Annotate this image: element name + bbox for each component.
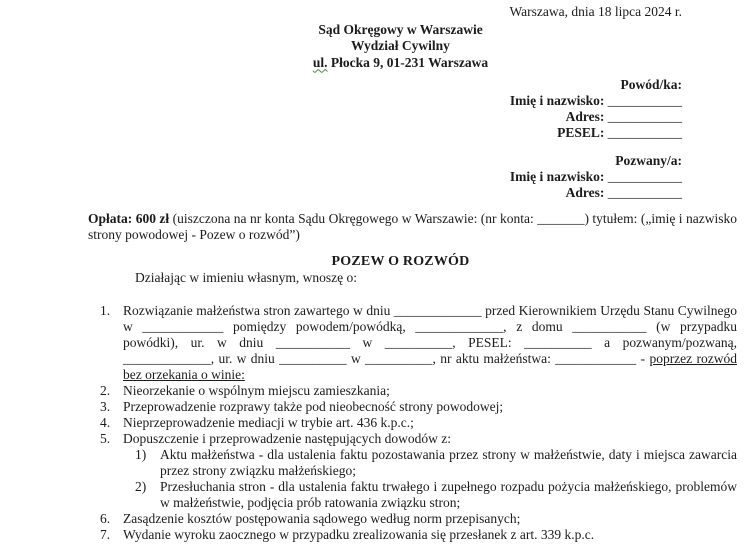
plaintiff-address-row bbox=[88, 109, 682, 125]
document-title: POZEW O ROZWÓD bbox=[331, 253, 470, 269]
plaintiff-name-label: Imię i nazwisko: bbox=[509, 93, 605, 109]
court-address-street-abbrev: ul. bbox=[312, 54, 328, 70]
plaintiff-address-label: Adres: bbox=[565, 109, 605, 125]
petition-item-3 bbox=[88, 399, 737, 415]
intro-line: Działając w imieniu własnym, wnoszę o: bbox=[135, 269, 357, 285]
defendant-address-row bbox=[88, 185, 682, 201]
petition-item-6 bbox=[88, 511, 737, 527]
fee-details: (uiszczona na nr konta Sądu Okręgowego w Warszawie: (nr konta: _______) tytułem: („imię i nazwisko strony powodowej - Pozew o rozwód”) bbox=[88, 211, 737, 243]
subitem-text: Przesłuchania stron - dla ustalenia faktu trwałego i zupełnego rozpadu pożycia małżeńskiego, problemów w małżeństwie, podjęcia prób ratowania związku stron; bbox=[160, 479, 737, 511]
plaintiff-pesel-blank[interactable]: ___________ bbox=[607, 125, 682, 141]
petitions-list bbox=[88, 303, 737, 543]
date-line: Warszawa, dnia 18 lipca 2024 r. bbox=[509, 4, 682, 19]
plaintiff-block bbox=[88, 77, 737, 142]
petition-5-subitem-1 bbox=[88, 447, 737, 479]
plaintiff-pesel-label: PESEL: bbox=[557, 125, 605, 141]
fee-paragraph bbox=[88, 211, 737, 243]
defendant-address-blank[interactable]: ___________ bbox=[607, 185, 682, 201]
petition-5-subitem-2 bbox=[88, 479, 737, 511]
petition-text: Zasądzenie kosztów postępowania sądowego według norm przepisanych; bbox=[123, 511, 521, 527]
defendant-name-row bbox=[88, 169, 682, 185]
court-name: Sąd Okręgowy w Warszawie bbox=[318, 22, 483, 38]
plaintiff-pesel-row bbox=[88, 125, 682, 141]
petition-item-4 bbox=[88, 415, 737, 431]
petition-number: 6. bbox=[100, 511, 111, 527]
plaintiff-role-label: Powód/ka: bbox=[620, 76, 682, 92]
petition-text bbox=[123, 303, 737, 383]
subitem-number: 1) bbox=[135, 447, 147, 463]
petition-text: Wydanie wyroku zaocznego w przypadku zrealizowania się przesłanek z art. 339 k.p.c. bbox=[123, 527, 595, 543]
petition-item-5 bbox=[88, 431, 737, 447]
plaintiff-address-blank[interactable]: ___________ bbox=[607, 109, 682, 125]
petition-1-body: Rozwiązanie małżeństwa stron zawartego w dniu _____________ przed Kierownikiem Urzędu Stanu Cywilnego w ____________ pomiędzy powodem/powódką, _____________, z domu ___________ (w przypadku powódki), ur. w dniu ___________ w __________, PESEL: __________ a pozwanym/pozwaną, _____________, ur. w dniu __________ w __________, nr aktu małżeństwa: ____________ - bbox=[123, 303, 737, 367]
defendant-name-label: Imię i nazwisko: bbox=[509, 168, 605, 184]
petition-text: Nieorzekanie o wspólnym miejscu zamieszkania; bbox=[123, 383, 390, 399]
plaintiff-name-blank[interactable]: ___________ bbox=[607, 93, 682, 109]
petition-number: 1. bbox=[100, 303, 111, 319]
plaintiff-name-row bbox=[88, 93, 682, 109]
petition-text: Przeprowadzenie rozprawy także pod nieobecność strony powodowej; bbox=[123, 399, 504, 415]
petition-item-2 bbox=[88, 383, 737, 399]
petition-text: Dopuszczenie i przeprowadzenie następujących dowodów z: bbox=[123, 431, 451, 447]
fee-amount: Opłata: 600 zł bbox=[88, 211, 170, 227]
petition-item-7 bbox=[88, 527, 737, 543]
defendant-address-label: Adres: bbox=[565, 185, 605, 201]
petition-number: 3. bbox=[100, 399, 111, 415]
defendant-role-label: Pozwany/a: bbox=[615, 152, 682, 168]
petition-text: Nieprzeprowadzenie mediacji w trybie art. 436 k.p.c.; bbox=[123, 415, 414, 431]
petition-number: 4. bbox=[100, 415, 111, 431]
subitem-text: Aktu małżeństwa - dla ustalenia faktu pozostawania przez strony w małżeństwie, daty i miejsca zawarcia przez strony związku małżeńskiego; bbox=[160, 447, 737, 479]
petition-1-underlined-clause: poprzez rozwód bez orzekania o winie: bbox=[123, 351, 737, 383]
court-division: Wydział Cywilny bbox=[351, 38, 450, 54]
defendant-block bbox=[88, 153, 737, 202]
petition-number: 7. bbox=[100, 527, 111, 543]
petition-number: 5. bbox=[100, 431, 111, 447]
defendant-name-blank[interactable]: ___________ bbox=[607, 168, 682, 184]
petition-number: 2. bbox=[100, 383, 111, 399]
court-header bbox=[88, 22, 737, 71]
court-address-rest: Płocka 9, 01-231 Warszawa bbox=[327, 54, 489, 70]
petition-item-1 bbox=[88, 303, 737, 383]
court-address bbox=[88, 55, 713, 71]
subitem-number: 2) bbox=[135, 479, 147, 495]
